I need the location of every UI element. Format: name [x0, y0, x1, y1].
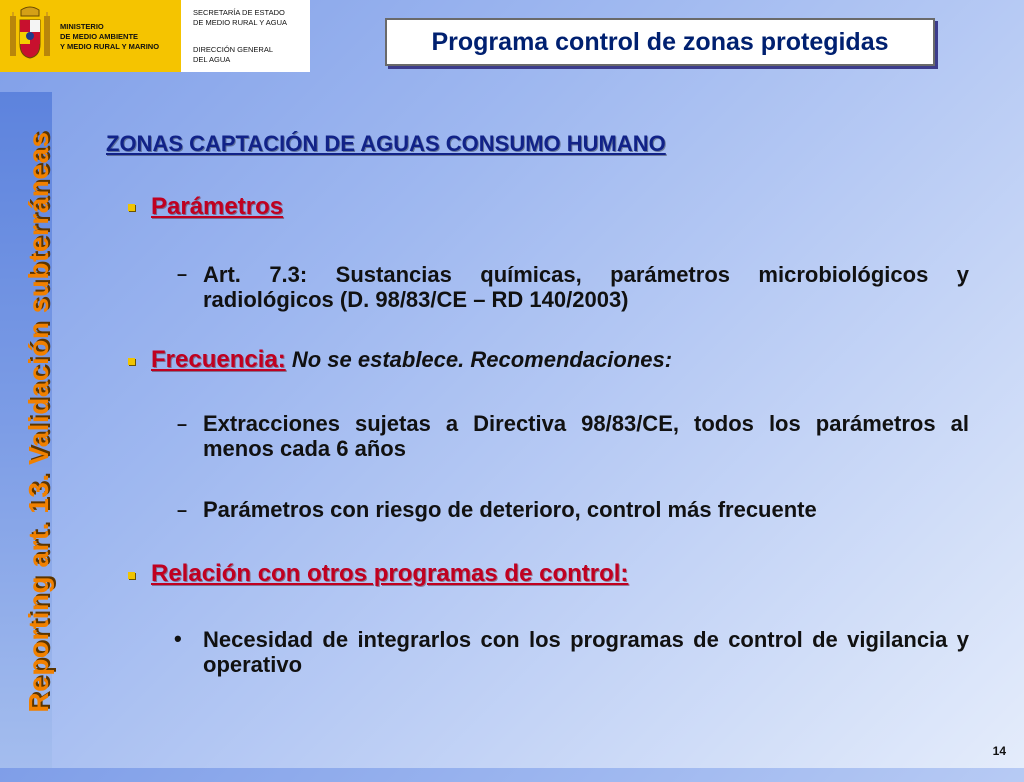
spain-coat-of-arms-icon [8, 6, 52, 64]
bullet-relacion: Relación con otros programas de control: [151, 560, 629, 587]
slide-title: Programa control de zonas protegidas [431, 27, 889, 56]
vertical-side-title: Reporting art. 13. Validación subterráneas [23, 131, 54, 713]
rel-sub-item: Necesidad de integrarlos con los programas de control de vigilancia y operativo [203, 627, 969, 677]
dash-icon: – [177, 500, 188, 520]
freq-sub-item-1: Extracciones sujetas a Directiva 98/83/CE, todos los parámetros al menos cada 6 años [203, 411, 969, 461]
dot-bullet-icon: • [174, 626, 182, 651]
bullet-square-icon [128, 204, 135, 211]
dash-icon: – [177, 264, 188, 284]
param-sub-item: Art. 7.3: Sustancias químicas, parámetros microbiológicos y radiológicos (D. 98/83/CE – RD 140/2003) [203, 262, 969, 312]
bullet-square-icon [128, 572, 135, 579]
freq-sub-item-2: Parámetros con riesgo de deterioro, control más frecuente [203, 497, 817, 522]
section-heading: ZONAS CAPTACIÓN DE AGUAS CONSUMO HUMANO [106, 131, 666, 156]
bullet-parametros: Parámetros [151, 193, 284, 220]
dash-icon: – [177, 414, 188, 434]
bullet-square-icon [128, 358, 135, 365]
page-number: 14 [992, 744, 1006, 758]
secretaria-text: SECRETARÍA DE ESTADO DE MEDIO RURAL Y AGUA [193, 8, 288, 27]
bullet-frecuencia: Frecuencia: No se establece. Recomendaciones: [151, 346, 673, 373]
slide-title-box [385, 18, 935, 66]
ministry-name: MINISTERIO DE MEDIO AMBIENTE Y MEDIO RURAL Y MARINO [60, 22, 160, 51]
direccion-text: DIRECCIÓN GENERAL DEL AGUA [193, 45, 274, 64]
secretaria-block [181, 0, 310, 72]
